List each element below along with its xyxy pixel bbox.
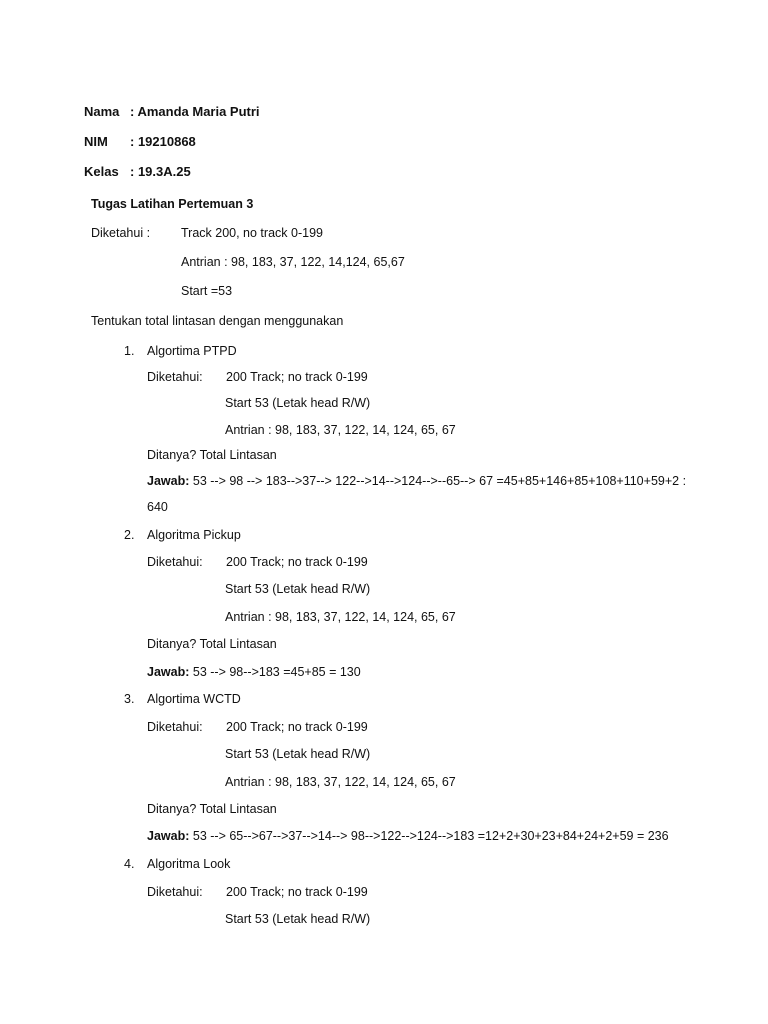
item-4-number: 4. [124,857,135,871]
nim-line [84,134,196,150]
item-4-diketahui-label: Diketahui: [147,885,203,899]
item-1-title: Algortima PTPD [147,344,237,358]
item-2-jawab-label: Jawab: [147,665,190,679]
item-2-number: 2. [124,528,135,542]
item-2-jawab [147,664,361,680]
nim-label: NIM [84,134,108,149]
given-line-2: Antrian : 98, 183, 37, 122, 14,124, 65,67 [181,255,405,269]
nim-value: : 19210868 [130,134,196,149]
item-2-diketahui-label: Diketahui: [147,555,203,569]
given-line-3: Start =53 [181,284,233,298]
given-label: Diketahui : [91,226,151,240]
kelas-line [84,164,191,180]
document-title: Tugas Latihan Pertemuan 3 [91,197,254,211]
item-3-start: Start 53 (Letak head R/W) [225,747,371,761]
item-3-diketahui-value: 200 Track; no track 0-199 [226,720,368,734]
item-2-diketahui-value: 200 Track; no track 0-199 [226,555,368,569]
item-4-title: Algoritma Look [147,857,231,871]
item-3-jawab [147,828,669,844]
instruction: Tentukan total lintasan dengan menggunakan [91,314,344,328]
item-1-antrian: Antrian : 98, 183, 37, 122, 14, 124, 65, 67 [225,423,456,437]
item-3-jawab-value: 53 --> 65-->67-->37-->14--> 98-->122-->124-->183 =12+2+30+23+84+24+2+59 = 236 [189,829,669,843]
item-1-number: 1. [124,344,135,358]
item-1-jawab [147,473,686,489]
item-3-ditanya: Ditanya? Total Lintasan [147,802,277,816]
item-1-jawab-value: 53 --> 98 --> 183-->37--> 122-->14-->124-->--65--> 67 =45+85+146+85+108+110+59+2 : [189,474,687,488]
item-2-title: Algoritma Pickup [147,528,241,542]
item-1-start: Start 53 (Letak head R/W) [225,396,371,410]
item-1-jawab-label: Jawab: [147,474,190,488]
item-3-antrian: Antrian : 98, 183, 37, 122, 14, 124, 65, 67 [225,775,456,789]
nama-line [84,104,260,120]
item-1-jawab-cont: 640 [147,500,168,514]
kelas-value: : 19.3A.25 [130,164,191,179]
item-2-jawab-value: 53 --> 98-->183 =45+85 = 130 [189,665,361,679]
nama-value: : Amanda Maria Putri [130,104,260,119]
item-3-title: Algortima WCTD [147,692,241,706]
item-2-antrian: Antrian : 98, 183, 37, 122, 14, 124, 65, 67 [225,610,456,624]
item-1-ditanya: Ditanya? Total Lintasan [147,448,277,462]
item-2-ditanya: Ditanya? Total Lintasan [147,637,277,651]
item-3-diketahui-label: Diketahui: [147,720,203,734]
item-3-jawab-label: Jawab: [147,829,190,843]
item-2-start: Start 53 (Letak head R/W) [225,582,371,596]
nama-label: Nama [84,104,120,119]
item-3-number: 3. [124,692,135,706]
item-4-start: Start 53 (Letak head R/W) [225,912,371,926]
item-1-diketahui-value: 200 Track; no track 0-199 [226,370,368,384]
item-4-diketahui-value: 200 Track; no track 0-199 [226,885,368,899]
kelas-label: Kelas [84,164,119,179]
given-line-1: Track 200, no track 0-199 [181,226,323,240]
item-1-diketahui-label: Diketahui: [147,370,203,384]
